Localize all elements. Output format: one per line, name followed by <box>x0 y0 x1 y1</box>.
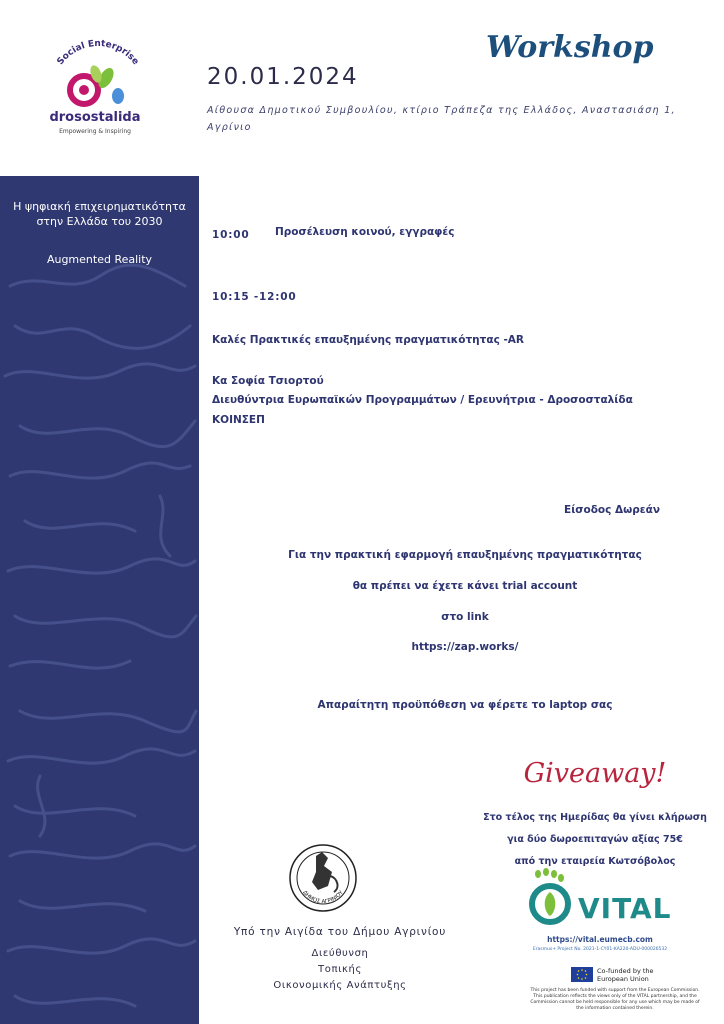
laptop-requirement: Απαραίτητη προϋπόθεση να φέρετε το laptop σας <box>317 699 613 711</box>
giveaway-line3: από την εταιρεία Κωτσόβολος <box>514 856 676 867</box>
slot1-text: Προσέλευση κοινού, εγγραφές <box>275 226 455 238</box>
department-line3: Οικονομικής Ανάπτυξης <box>273 980 407 991</box>
speaker-name: Κα Σοφία Τσιορτού <box>212 375 324 387</box>
seal-label: ΔΗΜΟΣ ΑΓΡΙΝΙΟΥ <box>301 889 345 906</box>
patronage-text: Υπό την Αιγίδα του Δήμου Αγρινίου <box>233 926 447 938</box>
event-date: 20.01.2024 <box>207 64 359 90</box>
sidebar-pattern <box>0 176 199 1024</box>
vital-name: VITAL <box>578 892 672 925</box>
sidebar-title-line2: στην Ελλάδα του 2030 <box>36 215 163 228</box>
sidebar-title-line1: Η ψηφιακή επιχειρηματικότητα <box>13 200 186 213</box>
slot1-time: 10:00 <box>212 229 250 241</box>
ar-note-line3: στο link <box>441 611 489 623</box>
logo-arc-label: Social Enterprise <box>55 38 141 68</box>
logo-tagline: Empowering & Inspiring <box>59 128 131 135</box>
eu-line2: European Union <box>597 975 649 983</box>
workshop-title: Workshop <box>486 30 654 65</box>
giveaway-line1: Στο τέλος της Ημερίδας θα γίνει κλήρωση <box>483 812 707 823</box>
vital-url[interactable]: https://vital.eumecb.com <box>547 935 653 944</box>
svg-text:ΔΗΜΟΣ ΑΓΡΙΝΙΟΥ <box>301 889 345 905</box>
logo-name: drosostalida <box>49 110 141 125</box>
zapworks-link[interactable]: https://zap.works/ <box>411 641 519 653</box>
venue-address: Αίθουσα Δημοτικού Συμβουλίου, κτίριο Τράπεζα της Ελλάδος, Αναστασιάση 1, Αγρίνιο <box>207 105 676 133</box>
sidebar-panel <box>0 176 199 1024</box>
ar-note-line2: θα πρέπει να έχετε κάνει trial account <box>352 580 578 592</box>
slot2-time: 10:15 -12:00 <box>212 291 297 303</box>
department-line1: Διεύθυνση <box>311 948 369 959</box>
municipality-seal-icon <box>288 842 358 914</box>
eu-disclaimer: This project has been funded with support from the European Commission. This publication reflects the views only of the VITAL partnership, and the Commission cannot be held responsible for any use which may be made of the information contained therein. <box>530 988 700 1011</box>
giveaway-title: Giveaway! <box>523 758 667 789</box>
vital-project-number: Erasmus+ Project No. 2021-1-CY01-KA220-ADU-000026532 <box>532 947 668 952</box>
free-entry: Είσοδος Δωρεάν <box>564 504 660 516</box>
giveaway-line2: για δύο δωροεπιταγών αξίας 75€ <box>507 834 683 845</box>
eu-flag-icon <box>571 967 593 982</box>
sidebar-subtitle: Augmented Reality <box>46 253 153 266</box>
eu-line1: Co-funded by the <box>597 967 654 975</box>
vital-logo-icon <box>526 868 574 928</box>
department-line2: Τοπικής <box>318 964 362 975</box>
ar-note-line1: Για την πρακτική εφαρμογή επαυξημένης πραγματικότητας <box>288 549 642 561</box>
speaker-org: ΚΟΙΝΣΕΠ <box>212 414 265 426</box>
session-title: Καλές Πρακτικές επαυξημένης πραγματικότητας -AR <box>212 334 525 346</box>
speaker-role: Διευθύντρια Ευρωπαϊκών Προγραμμάτων / Ερευνήτρια - Δροσοσταλίδα <box>212 394 633 406</box>
eu-cofunded-text <box>597 967 654 983</box>
sidebar-title <box>0 199 199 229</box>
